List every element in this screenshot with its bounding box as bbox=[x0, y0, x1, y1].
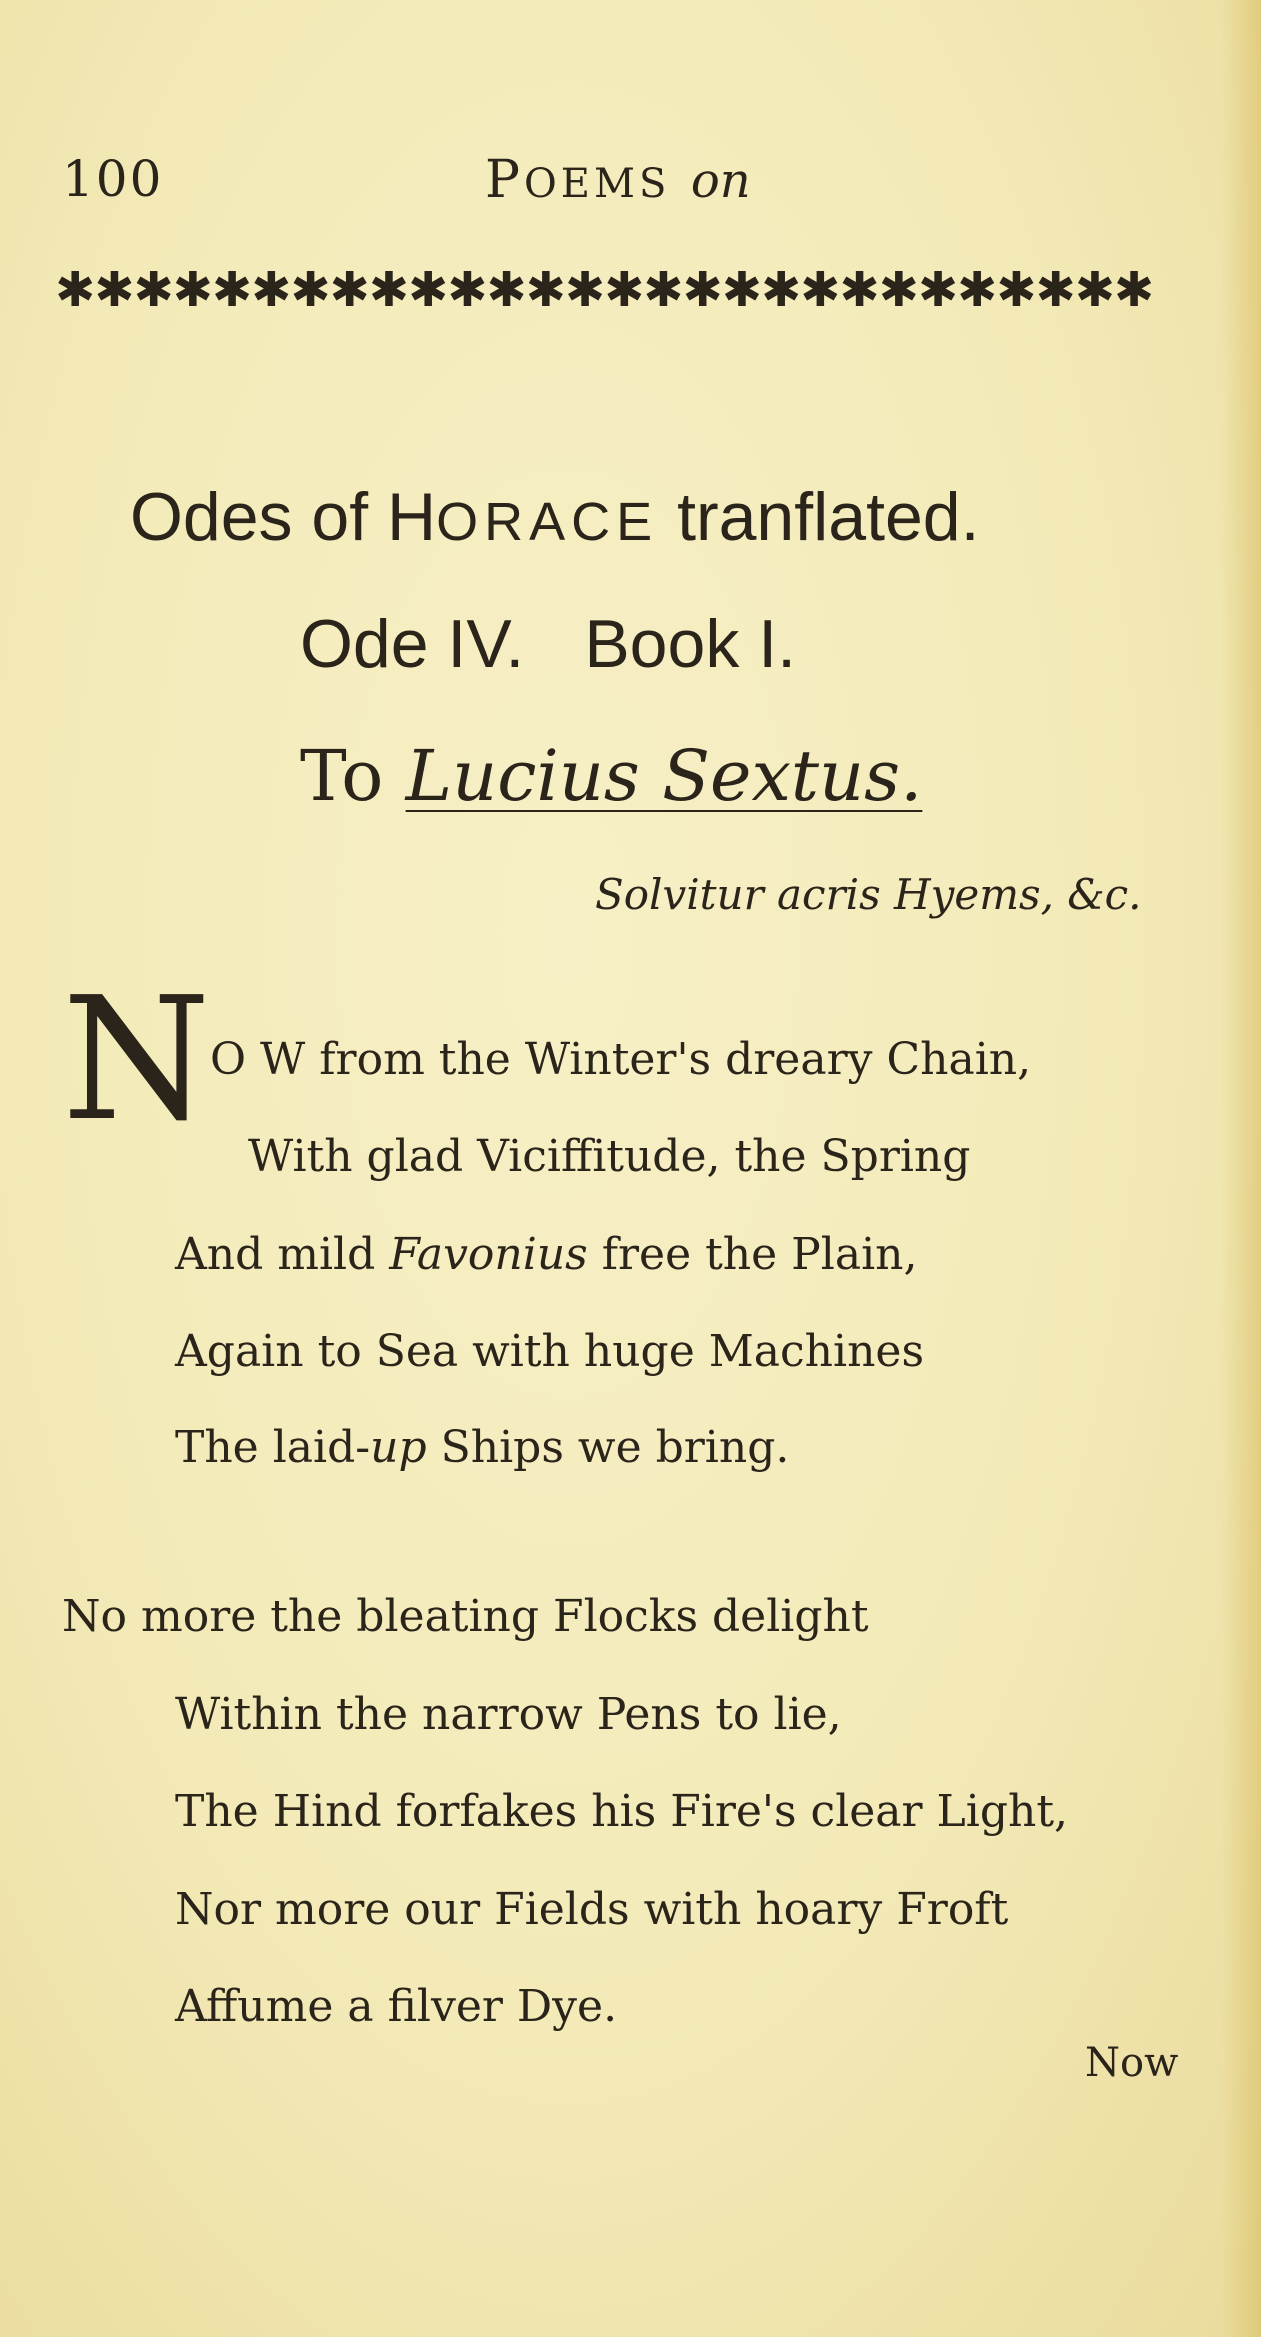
heading-horace-initial: H bbox=[387, 479, 437, 555]
stanza2-line-3: The Hind forfakes his Fire's clear Light, bbox=[175, 1786, 1069, 1837]
running-head-initial: P bbox=[485, 150, 524, 210]
stanza2-line-5: Affume a filver Dye. bbox=[175, 1981, 618, 2032]
stanza1-line-2: With glad Viciffitude, the Spring bbox=[248, 1131, 971, 1182]
drop-cap: N bbox=[62, 961, 211, 1159]
heading-horace-smallcaps: ORACE bbox=[436, 492, 659, 552]
running-head-smallcaps: OEMS bbox=[524, 161, 671, 207]
latin-epigraph: Solvitur acris Hyems, &c. bbox=[595, 870, 1142, 919]
catchword: Now bbox=[1085, 2040, 1179, 2086]
stanza2-line-4: Nor more our Fields with hoary Froft bbox=[175, 1884, 1009, 1935]
stanza2-line-2: Within the narrow Pens to lie, bbox=[175, 1689, 842, 1740]
stanza1-line-3: And mild Favonius free the Plain, bbox=[175, 1229, 918, 1280]
heading-book: Book I. bbox=[584, 606, 796, 682]
heading-ode: Ode IV. bbox=[300, 606, 525, 682]
page-number: 100 bbox=[62, 150, 164, 208]
page-edge-shading bbox=[1221, 0, 1261, 2337]
heading-odes-of: Odes of bbox=[130, 479, 388, 555]
running-head-title bbox=[485, 150, 751, 210]
heading-ode-book bbox=[300, 605, 796, 683]
stanza1-line-1: O W from the Winter's dreary Chain, bbox=[210, 1034, 1032, 1085]
decorative-ornament-rule: ✱✱✱✱✱✱✱✱✱✱✱✱✱✱✱✱✱✱✱✱✱✱✱✱✱✱✱✱ bbox=[55, 262, 1154, 318]
heading-to: To bbox=[300, 735, 406, 817]
heading-addressee bbox=[300, 735, 922, 817]
stanza1-line-4: Again to Sea with huge Machines bbox=[175, 1326, 925, 1377]
running-head-on: on bbox=[690, 153, 751, 209]
heading-odes-of-horace bbox=[130, 478, 980, 556]
stanza2-line-1: No more the bleating Flocks delight bbox=[62, 1591, 869, 1642]
heading-lucius-sextus: Lucius Sextus. bbox=[405, 735, 923, 817]
stanza1-line-5: The laid-up Ships we bring. bbox=[175, 1422, 790, 1473]
heading-translated: tranflated. bbox=[658, 479, 980, 555]
